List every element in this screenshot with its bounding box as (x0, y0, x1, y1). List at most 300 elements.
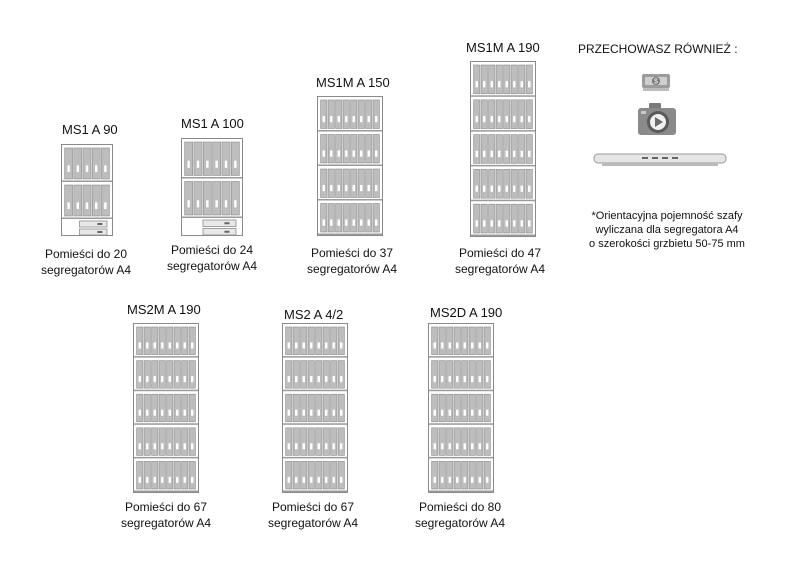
binder (489, 169, 495, 198)
binder (65, 148, 73, 179)
binder-label (449, 342, 451, 348)
binder-label (476, 186, 478, 192)
binder-label (323, 116, 325, 122)
binder (474, 204, 480, 233)
binder-label (368, 116, 370, 122)
binder (308, 327, 314, 355)
binder (174, 361, 180, 389)
note-line-3: o szerokości grzbietu 50-75 mm (589, 238, 745, 250)
binder-label (187, 161, 189, 168)
cabinet-shelves (318, 97, 382, 235)
binder (144, 428, 150, 456)
binder-label (323, 185, 325, 191)
binder-label (303, 443, 305, 449)
cabinet-ms2d-a190-illustration (428, 323, 494, 493)
cabinet-shelves (283, 324, 347, 492)
drawer-handle (224, 222, 229, 224)
binder (321, 204, 327, 233)
capacity-text: Pomieści do 67 (124, 500, 208, 514)
binder (504, 65, 510, 94)
binder (481, 169, 487, 198)
shelf (318, 234, 382, 236)
binder (213, 142, 221, 176)
binder-label (95, 202, 97, 209)
binder (174, 461, 180, 489)
binder (432, 394, 438, 422)
shelf (283, 423, 347, 425)
binder (222, 182, 230, 216)
binder-label (464, 443, 466, 449)
binder (484, 394, 490, 422)
binder-label (154, 342, 156, 348)
binder (343, 100, 349, 129)
binder (83, 185, 91, 216)
binder (336, 135, 342, 164)
binder-label (434, 477, 436, 483)
binder-label (338, 219, 340, 225)
binder (373, 135, 379, 164)
cabinet-caption-ms1-a90 (16, 246, 156, 278)
binder (321, 169, 327, 198)
binder-label (139, 410, 141, 416)
binder-label (498, 116, 500, 122)
binder-label (528, 186, 530, 192)
binder (316, 361, 322, 389)
binder-label (318, 443, 320, 449)
binder (432, 327, 438, 355)
binder (351, 100, 357, 129)
cabinet-title-ms1-a90: MS1 A 90 (62, 122, 118, 137)
capacity-text: Pomieści do 67 (271, 500, 355, 514)
binder (526, 135, 532, 164)
binder-label (456, 443, 458, 449)
binder-label (506, 81, 508, 87)
binder (366, 204, 372, 233)
capacity-text: Pomieści do 24 (170, 243, 254, 257)
shelf (471, 165, 535, 167)
binder (489, 65, 495, 94)
binder-label (486, 376, 488, 382)
capacity-unit: segregatorów A4 (120, 516, 212, 530)
binder-label (456, 342, 458, 348)
binder (462, 327, 468, 355)
binder (484, 461, 490, 489)
binder (477, 394, 483, 422)
binder-label (191, 443, 193, 449)
binder-label (375, 150, 377, 156)
cabinet-ms2-a42-illustration (282, 323, 348, 493)
binder-label (491, 116, 493, 122)
binder-label (303, 342, 305, 348)
binder-label (449, 410, 451, 416)
binder (174, 428, 180, 456)
binder-label (176, 477, 178, 483)
shelf (134, 390, 198, 392)
binder (301, 428, 307, 456)
binder (101, 185, 109, 216)
binder-label (486, 410, 488, 416)
binder (462, 394, 468, 422)
binder-label (104, 165, 106, 172)
cabinet-shelves (134, 324, 198, 492)
cabinet-title-ms2-a42: MS2 A 4/2 (284, 307, 344, 322)
binder (189, 327, 195, 355)
binder-label (491, 151, 493, 157)
cabinet-shelves (429, 324, 493, 492)
binder-label (471, 342, 473, 348)
binder-label (169, 443, 171, 449)
shelf (283, 356, 347, 358)
binder (504, 204, 510, 233)
binder (144, 327, 150, 355)
binder (308, 394, 314, 422)
binder-label (169, 342, 171, 348)
capacity-unit: segregatorów A4 (40, 263, 132, 277)
binder-label (325, 410, 327, 416)
binder-label (368, 219, 370, 225)
binder-label (310, 477, 312, 483)
binder-label (528, 151, 530, 157)
binder-label (498, 81, 500, 87)
shelf (318, 130, 382, 132)
binder (152, 327, 158, 355)
binder-label (139, 342, 141, 348)
binder (469, 361, 475, 389)
binder-label (333, 376, 335, 382)
binder (323, 361, 329, 389)
binder-label (154, 443, 156, 449)
binder (159, 461, 165, 489)
binder-label (340, 376, 342, 382)
binder-label (456, 410, 458, 416)
binder (454, 394, 460, 422)
binder-label (449, 477, 451, 483)
binder-label (338, 185, 340, 191)
binder (351, 169, 357, 198)
binder (194, 142, 202, 176)
binder (447, 461, 453, 489)
drawer-handle (224, 231, 229, 233)
binder (511, 100, 517, 129)
binder (366, 135, 372, 164)
binder-label (310, 376, 312, 382)
binder-label (184, 342, 186, 348)
binder-label (206, 161, 208, 168)
binder-label (441, 477, 443, 483)
also-store-title: PRZECHOWASZ RÓWNIEŻ : (578, 42, 738, 56)
binder (293, 327, 299, 355)
binder-label (330, 185, 332, 191)
binder (321, 135, 327, 164)
binder-label (325, 443, 327, 449)
binder (331, 461, 337, 489)
binder (231, 142, 239, 176)
cabinet-shelves (471, 62, 535, 236)
binder-label (310, 342, 312, 348)
binder-label (169, 477, 171, 483)
capacity-text: Pomieści do 80 (418, 500, 502, 514)
binder (231, 182, 239, 216)
binder (439, 361, 445, 389)
binder (167, 461, 173, 489)
binder (432, 428, 438, 456)
binder-label (434, 342, 436, 348)
binder (496, 65, 502, 94)
binder-label (330, 150, 332, 156)
binder-label (479, 477, 481, 483)
binder (511, 135, 517, 164)
binder (83, 148, 91, 179)
binder-label (176, 410, 178, 416)
binder-label (375, 116, 377, 122)
binder-label (176, 376, 178, 382)
binder-label (441, 410, 443, 416)
binder (144, 461, 150, 489)
binder-label (146, 410, 148, 416)
binder-label (104, 202, 106, 209)
binder (336, 100, 342, 129)
binder (454, 428, 460, 456)
binder-label (146, 342, 148, 348)
binder (358, 135, 364, 164)
binder-label (434, 376, 436, 382)
shelf (471, 235, 535, 237)
binder-label (483, 220, 485, 226)
binder-label (77, 202, 79, 209)
binder (323, 428, 329, 456)
binder (189, 461, 195, 489)
binder-label (333, 342, 335, 348)
binder (301, 361, 307, 389)
binder (366, 169, 372, 198)
binder (222, 142, 230, 176)
binder (174, 394, 180, 422)
binder (373, 204, 379, 233)
binder (489, 100, 495, 129)
drawer (203, 229, 236, 236)
binder (185, 182, 193, 216)
binder-label (483, 81, 485, 87)
binder-label (441, 342, 443, 348)
binder-label (139, 376, 141, 382)
binder-label (464, 410, 466, 416)
binder (159, 327, 165, 355)
binder (316, 394, 322, 422)
shelf (182, 177, 242, 179)
binder (474, 135, 480, 164)
binder-label (345, 116, 347, 122)
binder (481, 204, 487, 233)
binder (293, 394, 299, 422)
binder (526, 204, 532, 233)
binder-label (288, 342, 290, 348)
binder-label (491, 81, 493, 87)
shelf (318, 165, 382, 167)
binder (74, 148, 82, 179)
binder (159, 394, 165, 422)
binder (331, 394, 337, 422)
binder-label (146, 443, 148, 449)
cabinet-caption-ms2-a42 (243, 499, 383, 531)
binder-label (513, 81, 515, 87)
binder-label (513, 151, 515, 157)
cabinet-ms1-a100-illustration (181, 138, 243, 236)
binder (328, 169, 334, 198)
binder (308, 361, 314, 389)
binder-label (340, 443, 342, 449)
binder-label (491, 186, 493, 192)
binder-label (318, 410, 320, 416)
shelf (134, 491, 198, 493)
binder (511, 65, 517, 94)
capacity-unit: segregatorów A4 (166, 259, 258, 273)
binder (484, 361, 490, 389)
binder (351, 204, 357, 233)
binder (328, 100, 334, 129)
binder (469, 461, 475, 489)
binder (496, 204, 502, 233)
binder (316, 428, 322, 456)
binder-label (360, 116, 362, 122)
binder-label (486, 342, 488, 348)
binder-label (479, 376, 481, 382)
binder (511, 169, 517, 198)
capacity-unit: segregatorów A4 (414, 516, 506, 530)
binder-label (340, 410, 342, 416)
binder-label (191, 477, 193, 483)
binder (152, 461, 158, 489)
shelf (134, 356, 198, 358)
note-line-1: *Orientacyjna pojemność szafy (591, 210, 743, 222)
binder-label (161, 342, 163, 348)
binder-label (476, 116, 478, 122)
keyboard-icon (592, 150, 728, 170)
binder (373, 100, 379, 129)
binder (477, 361, 483, 389)
binder-label (375, 185, 377, 191)
shelf (429, 423, 493, 425)
binder (358, 169, 364, 198)
svg-text:$: $ (654, 78, 658, 86)
binder (519, 65, 525, 94)
binder-label (360, 219, 362, 225)
binder-label (139, 477, 141, 483)
binder (519, 100, 525, 129)
cabinet-shelves (182, 139, 242, 235)
shelf (62, 218, 112, 220)
binder-label (368, 150, 370, 156)
cabinet-title-ms1m-a190: MS1M A 190 (466, 40, 540, 55)
binder (477, 428, 483, 456)
binder-label (456, 477, 458, 483)
binder-label (215, 200, 217, 207)
binder (323, 394, 329, 422)
binder-label (161, 443, 163, 449)
binder (189, 428, 195, 456)
binder (338, 361, 344, 389)
binder-label (360, 185, 362, 191)
binder (213, 182, 221, 216)
binder-label (528, 116, 530, 122)
binder (182, 461, 188, 489)
binder-label (471, 443, 473, 449)
binder (343, 169, 349, 198)
binder-label (330, 219, 332, 225)
binder (182, 394, 188, 422)
money-icon (640, 69, 672, 95)
binder (484, 428, 490, 456)
binder-label (234, 161, 236, 168)
binder-label (456, 376, 458, 382)
binder-label (234, 200, 236, 207)
binder (203, 142, 211, 176)
cabinet-ms1m-a190-illustration (470, 61, 536, 237)
binder (328, 135, 334, 164)
binder (182, 428, 188, 456)
binder (481, 135, 487, 164)
binder-label (330, 116, 332, 122)
binder (462, 428, 468, 456)
binder (321, 100, 327, 129)
binder-label (506, 220, 508, 226)
binder (469, 394, 475, 422)
binder-label (506, 151, 508, 157)
capacity-text: Pomieści do 20 (44, 247, 128, 261)
cabinet-ms1m-a150-illustration (317, 96, 383, 236)
binder-label (333, 443, 335, 449)
binder-label (161, 477, 163, 483)
binder-label (191, 376, 193, 382)
binder (462, 361, 468, 389)
binder (144, 361, 150, 389)
binder (301, 327, 307, 355)
binder-label (434, 410, 436, 416)
binder (338, 394, 344, 422)
binder-label (353, 150, 355, 156)
shelf (429, 491, 493, 493)
binder-label (441, 376, 443, 382)
binder (504, 100, 510, 129)
binder-label (483, 151, 485, 157)
binder (447, 394, 453, 422)
binder (489, 204, 495, 233)
binder (343, 135, 349, 164)
binder (328, 204, 334, 233)
binder-label (197, 161, 199, 168)
binder (454, 327, 460, 355)
binder-label (449, 443, 451, 449)
binder-label (471, 410, 473, 416)
binder-label (345, 150, 347, 156)
binder (336, 204, 342, 233)
binder (152, 428, 158, 456)
cabinet-ms1-a90-illustration (61, 144, 113, 236)
binder-label (338, 150, 340, 156)
binder (462, 461, 468, 489)
binder (167, 428, 173, 456)
cabinet-title-ms1-a100: MS1 A 100 (181, 116, 244, 131)
shelf (429, 356, 493, 358)
binder-label (191, 342, 193, 348)
binder-label (303, 410, 305, 416)
binder (203, 182, 211, 216)
binder (185, 142, 193, 176)
binder-label (215, 161, 217, 168)
binder (358, 204, 364, 233)
binder-label (295, 410, 297, 416)
binder (331, 428, 337, 456)
binder (159, 361, 165, 389)
